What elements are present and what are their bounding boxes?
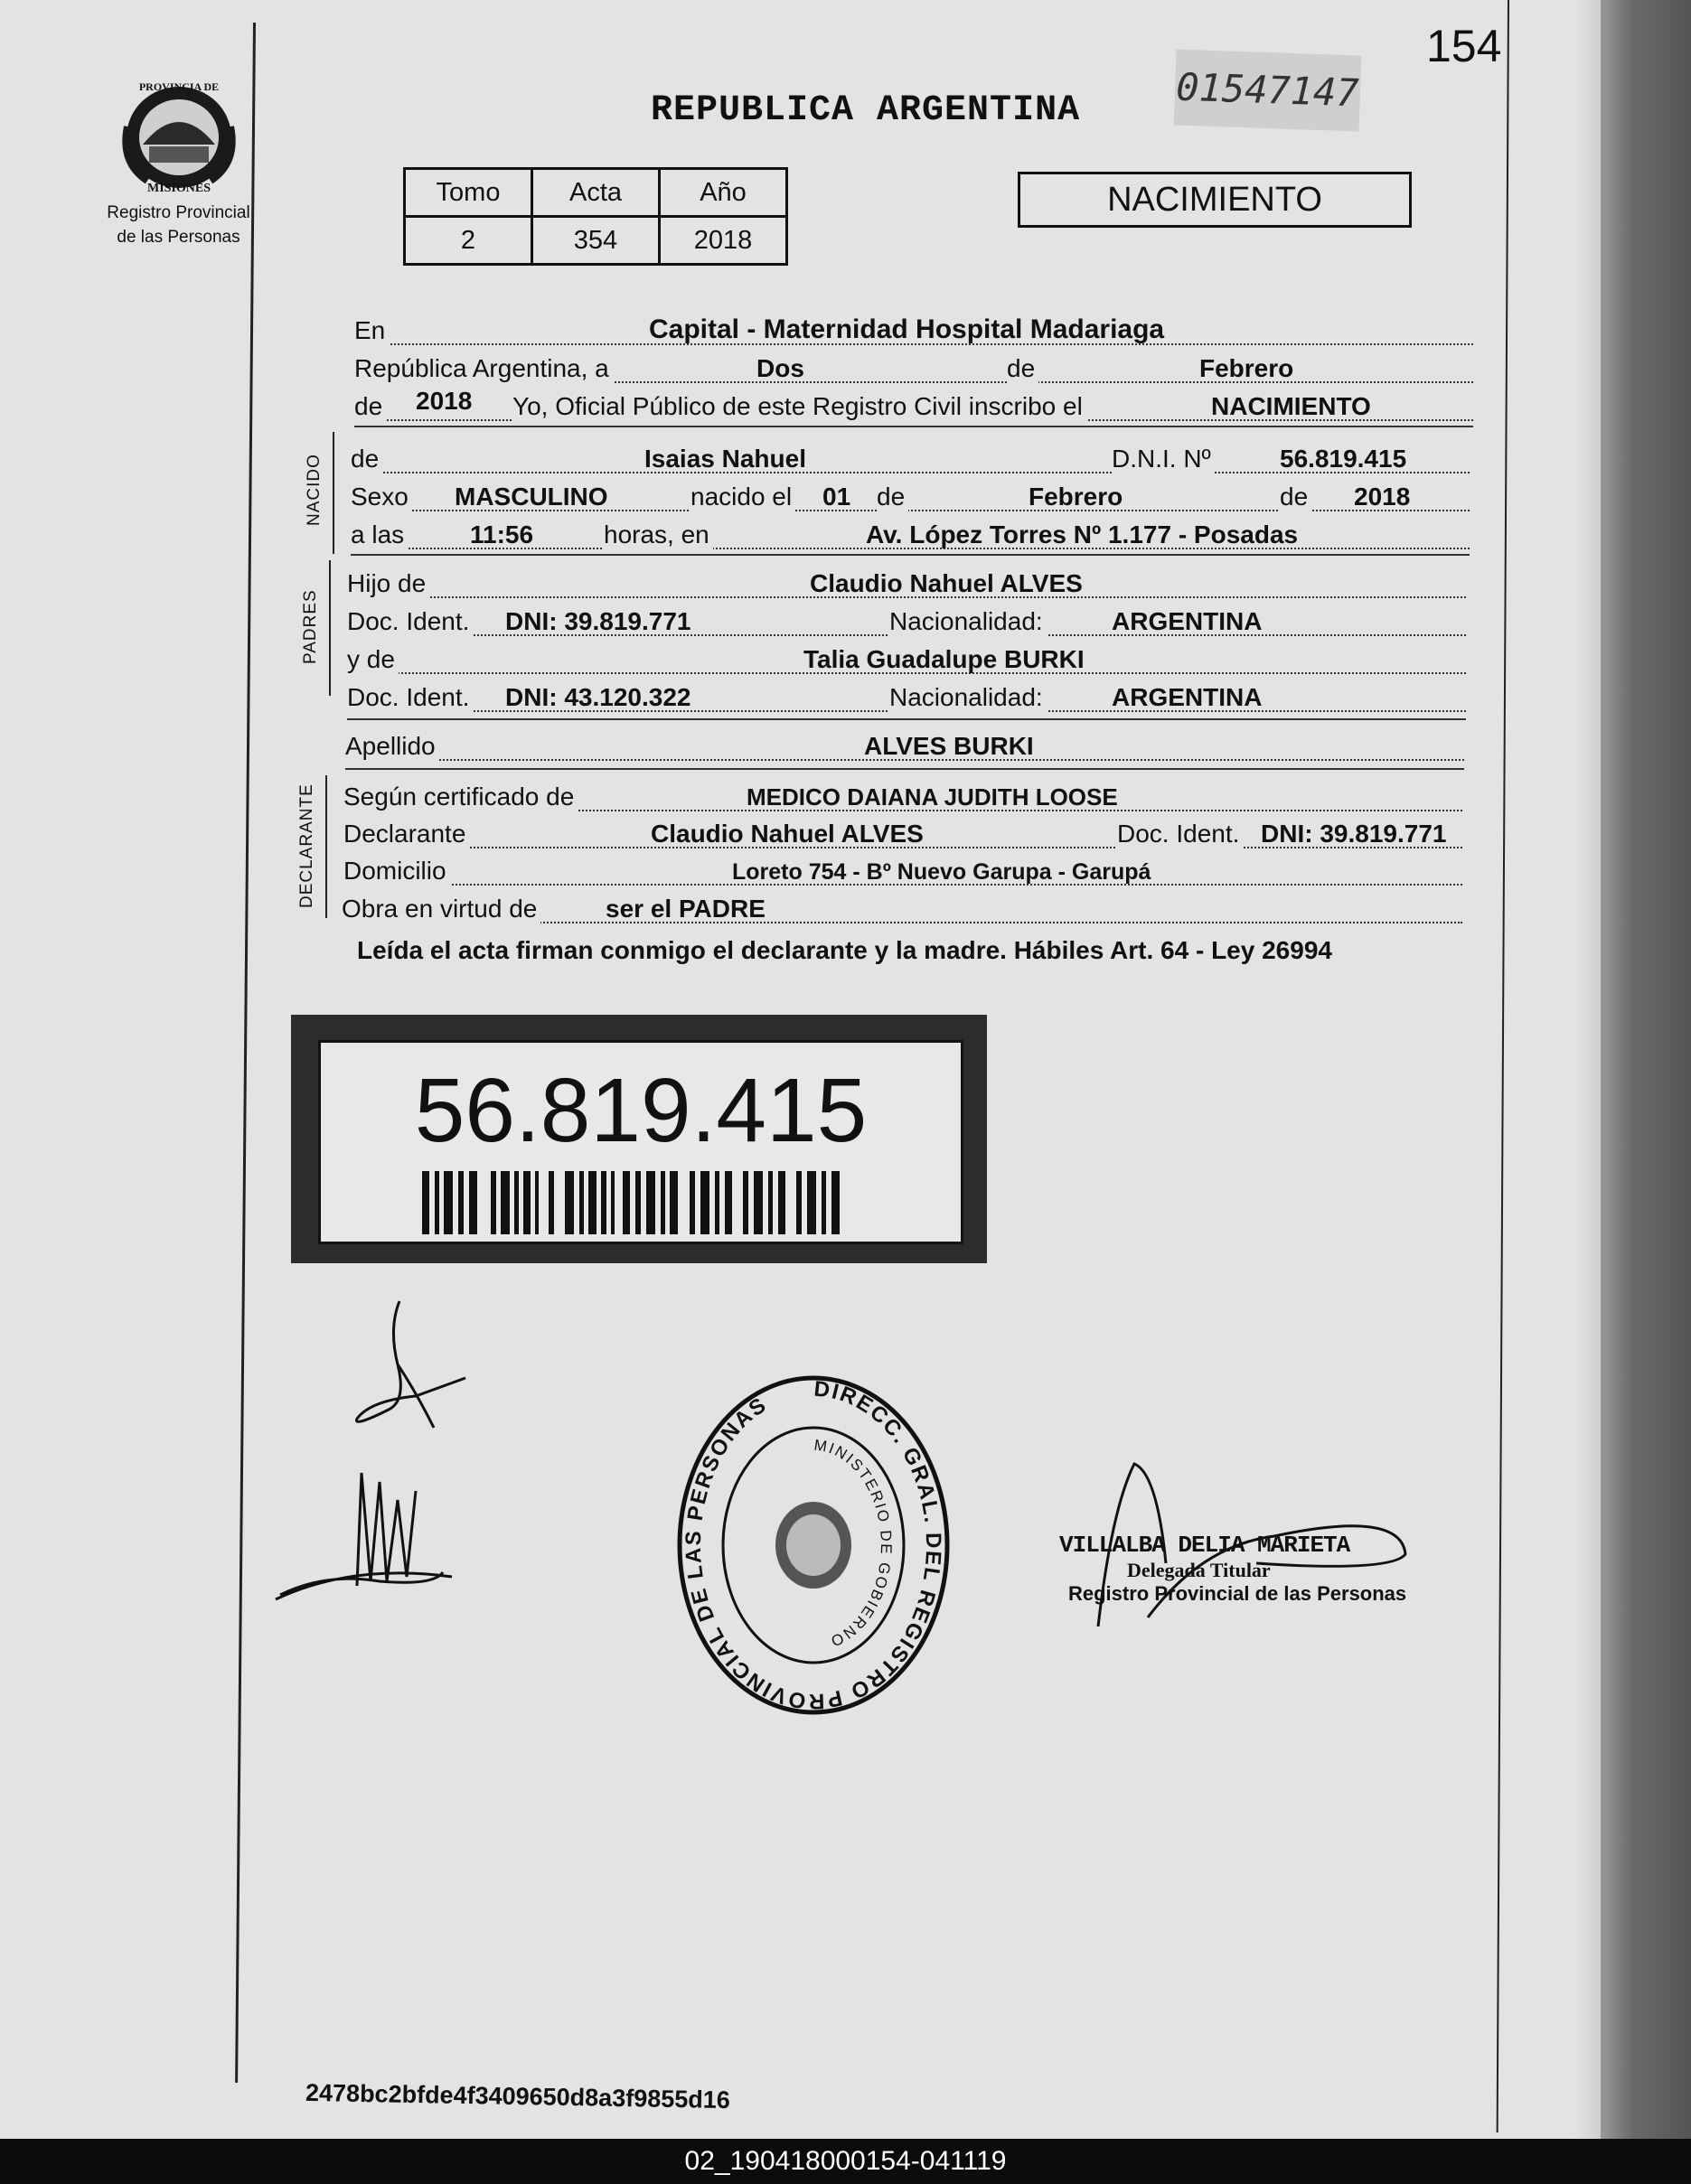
- value-madre-doc: DNI: 43.120.322: [505, 683, 691, 711]
- row-hijo-de: [347, 560, 1466, 598]
- value-padre-nac: ARGENTINA: [1112, 607, 1263, 635]
- row-madre-doc: [347, 674, 1466, 712]
- registry-table: [403, 167, 788, 266]
- barcode-label: [318, 1040, 963, 1244]
- padres-bracket: [329, 560, 331, 696]
- table-value-anio: 2018: [660, 217, 787, 265]
- label-nac-madre: Nacionalidad:: [889, 683, 1047, 712]
- logo-caption-1: Registro Provincial: [107, 203, 250, 222]
- official-signature-block: [1059, 1532, 1406, 1606]
- section-label-padres: PADRES: [301, 589, 320, 664]
- label-doc-madre: Doc. Ident.: [347, 683, 473, 712]
- serial-stamp: 01547147: [1174, 49, 1362, 131]
- value-dni: 56.819.415: [1280, 445, 1407, 473]
- document-type-box: NACIMIENTO: [1018, 172, 1412, 228]
- signature-madre-icon: [271, 1464, 461, 1608]
- label-sexo: Sexo: [351, 483, 412, 511]
- value-doc-declarante: DNI: 39.819.771: [1261, 820, 1447, 848]
- label-dni: D.N.I. Nº: [1112, 445, 1215, 473]
- page-stack-shadow: [1601, 0, 1691, 2142]
- value-hora: 11:56: [470, 520, 534, 548]
- value-inscribo: NACIMIENTO: [1211, 392, 1371, 420]
- separator-3: [347, 718, 1466, 720]
- label-de-anio: de: [354, 392, 386, 421]
- label-inscribo: Yo, Oficial Público de este Registro Civil inscribo el: [512, 392, 1086, 421]
- seal-outer-text: DIRECC. GRAL. DEL REGISTRO PROVINCIAL DE LAS PERSONAS: [681, 1376, 946, 1714]
- value-mes: Febrero: [1199, 354, 1294, 382]
- right-margin-line: [1497, 0, 1509, 2132]
- section-label-declarante: DECLARANTE: [297, 783, 316, 908]
- page-number: 154: [1426, 21, 1502, 71]
- row-inscribo: [354, 383, 1473, 421]
- row-hora: [351, 511, 1470, 549]
- separator-4: [345, 768, 1464, 770]
- label-de-anio-nac: de: [1280, 483, 1311, 511]
- scan-filename-bar: 02_190418000154-041119: [0, 2139, 1691, 2184]
- seal-inner-text: MINISTERIO DE GOBIERNO: [813, 1436, 896, 1651]
- label-nac-padre: Nacionalidad:: [889, 607, 1047, 636]
- row-certificado: [343, 773, 1462, 811]
- nota-acta: Leída el acta firman conmigo el declarante y la madre. Hábiles Art. 64 - Ley 26994: [357, 936, 1332, 964]
- paper-edge: [1574, 0, 1601, 2142]
- barcode-icon: [422, 1171, 847, 1234]
- value-mes-nac: Febrero: [1029, 483, 1123, 511]
- value-dia-nac: 01: [822, 483, 851, 511]
- label-de-mes: de: [1007, 354, 1038, 383]
- value-padre: Claudio Nahuel ALVES: [810, 569, 1083, 597]
- value-lugar-nac: Av. López Torres Nº 1.177 - Posadas: [866, 520, 1299, 548]
- table-header-tomo: Tomo: [405, 169, 532, 217]
- row-obra: [342, 886, 1462, 923]
- left-margin-line: [235, 23, 256, 2083]
- signature-declarante-icon: [334, 1292, 479, 1446]
- row-fecha: [354, 345, 1473, 383]
- row-y-de: [347, 636, 1466, 674]
- country-title: REPUBLICA ARGENTINA: [651, 90, 1081, 131]
- value-apellido: ALVES BURKI: [864, 732, 1034, 760]
- table-value-tomo: 2: [405, 217, 532, 265]
- value-nombre: Isaias Nahuel: [644, 445, 806, 473]
- table-value-acta: 354: [532, 217, 660, 265]
- section-label-nacido: NACIDO: [305, 454, 324, 526]
- label-domicilio: Domicilio: [343, 857, 450, 886]
- label-doc-padre: Doc. Ident.: [347, 607, 473, 636]
- value-lugar: Capital - Maternidad Hospital Madariaga: [649, 314, 1165, 344]
- label-declarante: Declarante: [343, 820, 469, 848]
- value-certificado: MEDICO DAIANA JUDITH LOOSE: [747, 783, 1118, 811]
- table-header-acta: Acta: [532, 169, 660, 217]
- row-sexo: [351, 473, 1470, 511]
- label-obra: Obra en virtud de: [342, 895, 540, 923]
- official-org: Registro Provincial de las Personas: [1068, 1582, 1407, 1605]
- row-declarante: [343, 811, 1462, 848]
- value-domicilio: Loreto 754 - Bº Nuevo Garupa - Garupá: [732, 859, 1151, 885]
- label-de-nombre: de: [351, 445, 382, 473]
- svg-text:MISIONES: MISIONES: [146, 182, 211, 194]
- table-header-anio: Año: [660, 169, 787, 217]
- label-nacido-el: nacido el: [690, 483, 795, 511]
- document-hash: 2478bc2bfde4f3409650d8a3f9855d16: [305, 2078, 731, 2114]
- label-en: En: [354, 316, 389, 345]
- row-apellido: [345, 723, 1464, 761]
- separator-1: [354, 426, 1473, 427]
- official-name: VILLALBA DELIA MARIETA: [1059, 1532, 1350, 1559]
- label-doc-declarante: Doc. Ident.: [1117, 820, 1243, 848]
- value-padre-doc: DNI: 39.819.771: [505, 607, 691, 635]
- row-padre-doc: [347, 598, 1466, 636]
- svg-text:PROVINCIA DE: PROVINCIA DE: [138, 80, 219, 93]
- official-seal-icon: [673, 1373, 954, 1717]
- label-y-de: y de: [347, 645, 399, 674]
- separator-2: [351, 554, 1470, 556]
- official-role: Delegada Titular: [1127, 1559, 1271, 1581]
- coat-of-arms-icon: [111, 72, 247, 194]
- logo-caption-2: de las Personas: [117, 228, 240, 247]
- label-certificado: Según certificado de: [343, 783, 578, 811]
- dni-barcode-sticker: [291, 1015, 987, 1263]
- value-madre: Talia Guadalupe BURKI: [803, 645, 1085, 673]
- label-hijo-de: Hijo de: [347, 569, 429, 598]
- nacido-bracket: [333, 432, 334, 554]
- row-en: [354, 307, 1473, 345]
- row-nombre: [351, 436, 1470, 473]
- registry-logo: [95, 72, 262, 276]
- value-obra: ser el PADRE: [606, 895, 766, 923]
- declarante-bracket: [325, 775, 327, 918]
- label-republica: República Argentina, a: [354, 354, 613, 383]
- value-sexo: MASCULINO: [455, 483, 608, 511]
- label-de-mes-nac: de: [877, 483, 908, 511]
- value-anio: 2018: [416, 387, 473, 415]
- label-a-las: a las: [351, 520, 408, 549]
- value-madre-nac: ARGENTINA: [1112, 683, 1263, 711]
- row-domicilio: [343, 848, 1462, 886]
- label-horas-en: horas, en: [604, 520, 713, 549]
- value-dia: Dos: [756, 354, 804, 382]
- barcode-number: 56.819.415: [414, 1060, 868, 1161]
- value-declarante: Claudio Nahuel ALVES: [651, 820, 924, 848]
- label-apellido: Apellido: [345, 732, 439, 761]
- value-anio-nac: 2018: [1354, 483, 1411, 511]
